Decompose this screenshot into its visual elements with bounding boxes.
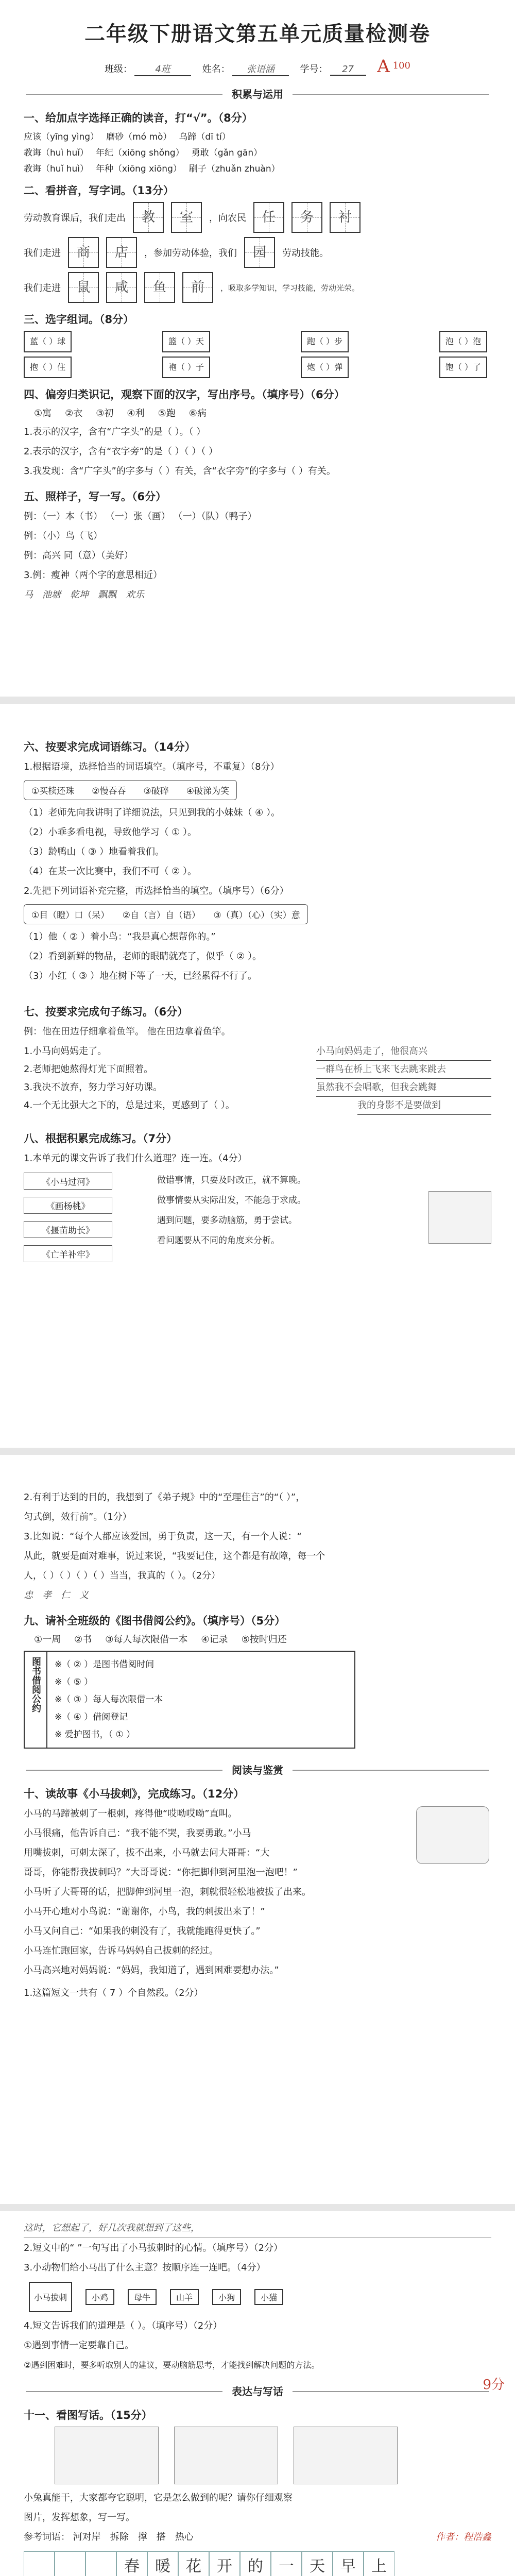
horse-illustration <box>416 1806 489 1864</box>
char-box[interactable]: 教 <box>133 202 164 233</box>
question-5-title: 五、照样子，写一写。（6分） <box>24 490 167 503</box>
grid-cell[interactable]: 的 <box>240 2551 271 2576</box>
author-note: 作者：程浩鑫 <box>436 2532 491 2543</box>
question-8-sub-1: 1.本单元的课文告诉了我们什么道理？连一连。（4分） <box>24 1153 247 1164</box>
question-1-row-1: 应该（yīng yìng） 磨砂（mó mò） 乌蹄（dī tí） <box>24 132 231 142</box>
char-box[interactable]: 室 <box>171 202 202 233</box>
story-paragraph: 小马高兴地对妈妈说：“妈妈，我知道了，遇到困难要想办法。” <box>24 1965 279 1976</box>
question-4-line-3: 3.我发现：含“广字头”的字多与（ ）有关，含“衣字旁”的字多与（ ）有关。 <box>24 466 336 477</box>
story-paragraph: 小马听了大哥哥的话，把脚伸到河里一泡，刺就很轻松地被拔了出来。 <box>24 1887 311 1897</box>
writing-pictures <box>55 2427 491 2484</box>
question-7-row-2: 2.老师把她熬得灯光下面照着。 一群鸟在桥上飞来飞去跳来跳去 <box>24 1061 491 1079</box>
char-box[interactable]: 衬 <box>330 202 360 233</box>
grid-cell[interactable] <box>24 2551 55 2576</box>
animal-node[interactable]: 小狗 <box>212 2289 241 2305</box>
question-7-example: 例：他在田边仔细拿着鱼竿。 他在田边拿着鱼竿。 <box>24 1026 231 1037</box>
question-4-line-2: 2.表示的汉字，含有“衣字旁”的是（ ）（ ）（ ） <box>24 446 218 457</box>
writing-prompt-2: 图片，发挥想象，写一写。 <box>24 2512 135 2523</box>
question-7-title: 七、按要求完成句子练习。（6分） <box>24 1006 188 1018</box>
question-10-option-a: ①遇到事情一定要靠自己。 <box>24 2340 134 2351</box>
animal-node[interactable]: 小猫 <box>254 2289 283 2305</box>
grid-cell[interactable] <box>85 2551 116 2576</box>
char-box[interactable]: 店 <box>106 237 137 268</box>
name-value: 张语涵 <box>232 62 289 76</box>
char-box[interactable]: 咸 <box>106 272 137 303</box>
notice-title: 图书借阅公约 <box>25 1652 47 1748</box>
animal-node[interactable]: 母牛 <box>128 2289 157 2305</box>
question-4-chars: ①寓 ②衣 ③初 ④利 ⑤跑 ⑥病 <box>34 408 207 419</box>
grid-cell[interactable]: 上 <box>364 2551 394 2576</box>
char-box[interactable]: 鼠 <box>68 272 99 303</box>
question-9-title: 九、请补全班级的《图书借阅公约》。（填序号）（5分） <box>24 1615 286 1627</box>
picture-panel-3 <box>294 2427 398 2484</box>
char-box[interactable]: 务 <box>291 202 322 233</box>
grade-mark: A <box>377 56 390 77</box>
question-2-line-1: 劳动教育课后，我们走出 教 室 ，向农民 任 务 衬 <box>24 202 491 233</box>
grid-cell[interactable] <box>55 2551 85 2576</box>
question-5-example-4: 3.例：瘦神（两个字的意思相近） <box>24 570 163 581</box>
section-banner-reading: 阅读与鉴赏 <box>26 1762 489 1777</box>
question-5-answers: 马 池塘 乾坤 飘飘 欢乐 <box>24 589 144 600</box>
question-8-answers: 忠 孝 仁 义 <box>24 1590 89 1601</box>
question-6-line-7: （3）小红（ ③ ）地在树下等了一天，已经累得不行了。 <box>24 971 258 981</box>
match-book[interactable]: 《小马过河》 <box>24 1173 112 1190</box>
question-10-sub-1: 1.这篇短文一共有（ 7 ）个自然段。（2分） <box>24 1988 203 1998</box>
library-notice <box>24 1651 355 1749</box>
question-8-matching <box>24 1173 491 1262</box>
sheet-4 <box>0 2212 515 2576</box>
char-box[interactable]: 前 <box>182 272 213 303</box>
writing-prompt-1: 小兔真能干，大家都夸它聪明，它是怎么做到的呢？请你仔细观察 <box>24 2493 293 2503</box>
question-1-row-3: 教诲（huǐ huì） 年种（xiōng xiōng） 刷子（zhuǎn zhuàn） <box>24 164 280 174</box>
question-4-title: 四、偏旁归类识记，观察下面的汉字，写出序号。（填序号）（6分） <box>24 388 345 401</box>
story-paragraph: 小马开心地对小鸟说：“谢谢你，小鸟，我的刺拔出来了！” <box>24 1906 265 1917</box>
grid-cell[interactable]: 开 <box>209 2551 240 2576</box>
question-6-line-6: （2）看到新鲜的物品，老师的眼睛就亮了，似乎（ ② ）。 <box>24 951 262 962</box>
match-book[interactable]: 《画杨桃》 <box>24 1197 112 1214</box>
question-3-row-2: 抱（ ）住 袍（ ）子 炮（ ）弹 饱（ ）了 <box>24 357 491 378</box>
grid-cell[interactable]: 天 <box>302 2551 333 2576</box>
page-title: 二年级下册语文第五单元质量检测卷 <box>84 22 431 46</box>
grid-cell[interactable]: 一 <box>271 2551 302 2576</box>
char-box[interactable]: 鱼 <box>144 272 175 303</box>
match-book[interactable]: 《揠苗助长》 <box>24 1221 112 1238</box>
question-2-line-2: 我们走进 商 店 ，参加劳动体验，我们 园 劳动技能。 <box>24 237 491 268</box>
page-separator <box>0 1448 515 1455</box>
question-7-row-1: 1.小马向妈妈走了。 小马向妈妈走了，他很高兴 <box>24 1043 491 1061</box>
section-score-mark: 9分 <box>483 2377 505 2393</box>
name-label: 姓名： <box>202 64 230 75</box>
page-separator <box>0 2204 515 2211</box>
sheet-1 <box>0 0 515 696</box>
question-1-row-2: 教诲（huì huǐ） 年纪（xiōng shǒng） 勇敢（gǎn gān） <box>24 148 263 158</box>
story-paragraph: 小马很痛，他告诉自己：“我不能不哭，我要勇敢。”小马 <box>24 1828 251 1839</box>
question-9-options: ①一周 ②书 ③每人每次限借一本 ④记录 ⑤按时归还 <box>34 1634 287 1645</box>
grid-cell[interactable]: 春 <box>116 2551 147 2576</box>
question-5-example-3: 例：高兴 同（意）（美好） <box>24 550 133 561</box>
reference-words: 参考词语： 河对岸 拆除 撑 搭 热心 作者：程浩鑫 <box>24 2529 491 2546</box>
question-8-title: 八、根据积累完成练习。（7分） <box>24 1132 178 1145</box>
sheet-3 <box>0 1456 515 2203</box>
section-banner-writing: 表达与写话 <box>26 2383 489 2399</box>
question-6-word-box: ①目（瞪）口（呆） ②自（言）自（语） ③（真）（心）（实）意 <box>24 904 308 924</box>
question-10-sub-2: 2.短文中的“ ”一句写出了小马拔刺时的心情。（填序号）（2分） <box>24 2243 283 2253</box>
story-paragraph: 小马又问自己：“如果我的刺没有了，我就能跑得更快了。” <box>24 1926 261 1937</box>
char-box[interactable]: 园 <box>244 237 275 268</box>
grid-cell[interactable]: 暖 <box>147 2551 178 2576</box>
match-left-column <box>24 1173 112 1262</box>
animal-node[interactable]: 山羊 <box>170 2289 199 2305</box>
id-label: 学号： <box>300 64 328 75</box>
question-10-sub-4: 4.短文告诉我们的道理是（ ）。（填序号）（2分） <box>24 2320 222 2331</box>
question-10-option-b: ②遇到困难时，要多听取别人的建议，要动脑筋思考，才能找到解决问题的方法。 <box>24 2360 320 2370</box>
question-4-line-1: 1.表示的汉字，含有“广字头”的是（ ）。（ ） <box>24 427 206 437</box>
question-2-line-3: 我们走进 鼠 咸 鱼 前 ，吸取多学知识，学习技能，劳动光荣。 <box>24 272 491 303</box>
match-meaning[interactable]: 遇到问题，要多动脑筋，勇于尝试。 <box>157 1215 297 1226</box>
page-separator <box>0 697 515 704</box>
match-meaning[interactable]: 看问题要从不同的角度来分析。 <box>157 1235 280 1246</box>
grid-cell[interactable]: 花 <box>178 2551 209 2576</box>
question-8-line-3: 3.比如说：“每个人都应该爱国，勇于负责，这一天，有一个人说：“ <box>24 1531 302 1542</box>
question-3-row-1: 蓝（ ）球 篮（ ）天 跑（ ）步 泡（ ）泡 <box>24 331 491 352</box>
question-6-line-1: （1）老师先向我讲明了详细说法，只见到我的小妹妹（ ④ ）。 <box>24 807 281 818</box>
animal-sequence <box>29 2282 491 2312</box>
section-banner-accumulation: 积累与运用 <box>26 86 489 101</box>
char-box[interactable]: 商 <box>68 237 99 268</box>
question-6-line-5: （1）他（ ② ）着小鸟：“我是真心想帮你的。” <box>24 931 216 942</box>
story-paragraph: 哥哥，你能帮我拔刺吗？”大哥哥说：“你把脚伸到河里泡一泡吧！” <box>24 1867 298 1878</box>
picture-panel-2 <box>174 2427 278 2484</box>
notice-items: ※（ ② ）是图书借阅时间 ※（ ⑤ ） ※（ ③ ）每人每次限借一本 ※（ ④ ）借阅登记 ※ 爱护图书，（ ① ） <box>55 1659 163 1740</box>
question-6-sub-2: 2.先把下列词语补充完整，再选择恰当的填空。（填序号）（6分） <box>24 886 289 896</box>
class-label: 班级： <box>105 64 133 75</box>
question-8-line-3b: 从此，就要是面对难事，说过来说，“我要记住，这个都是有故障，每一个 <box>24 1551 325 1562</box>
question-3-title: 三、选字组词。（8分） <box>24 313 134 326</box>
char-box[interactable]: 任 <box>253 202 284 233</box>
student-info <box>0 56 515 77</box>
match-meaning[interactable]: 做事情要从实际出发，不能急于求成。 <box>157 1195 306 1206</box>
story-paragraph: 小马连忙跑回家，告诉马妈妈自己拔刺的经过。 <box>24 1945 218 1956</box>
picture-panel-1 <box>55 2427 159 2484</box>
class-value: 4班 <box>134 62 191 76</box>
id-value: 27 <box>330 64 366 76</box>
question-6-option-box: ①买椟还珠 ②慢吞吞 ③破碎 ④破涕为笑 <box>24 780 237 800</box>
question-5-example-2: 例：（小）鸟（飞） <box>24 531 102 541</box>
question-6-line-3: （3）龄鸭山（ ③ ）地看着我们。 <box>24 846 165 857</box>
question-6-sub-1: 1.根据语境，选择恰当的词语填空。（填序号，不重复）（8分） <box>24 761 280 772</box>
question-7-row-4: 4.一个无比强大之下的，总是过来，更感到了（ ）。 我的身影不是要做到 <box>24 1097 491 1115</box>
question-6-title: 六、按要求完成词语练习。（14分） <box>24 741 196 753</box>
story-paragraph: 小马的马蹄被刺了一根刺，疼得他“哎呦哎呦”直叫。 <box>24 1808 237 1819</box>
handwritten-answer: 这时，它想起了，好几次我就想到了这些， <box>24 2219 491 2238</box>
match-book[interactable]: 《亡羊补牢》 <box>24 1245 112 1262</box>
question-2-title: 二、看拼音，写字词。（13分） <box>24 184 174 197</box>
writing-grid[interactable] <box>24 2551 515 2576</box>
score-mark: 100 <box>392 60 410 71</box>
question-11-title: 十一、看图写话。（15分） <box>24 2409 152 2421</box>
grid-cell[interactable]: 早 <box>333 2551 364 2576</box>
question-8-line-2: 2.有利于达到的目的，我想到了《弟子规》中的“至理佳言”的“（ ）”， <box>24 1492 305 1503</box>
question-8-line-3c: 人，（ ）（ ）（ ）（ ）当当，我真的（ ）。（2分） <box>24 1570 221 1581</box>
question-7-row-3: 3.我决不放弃，努力学习好功课。 虽然我不会唱歌，但我会跳舞 <box>24 1079 491 1097</box>
question-8-line-2b: 匀式倒，效行前”。（1分） <box>24 1512 132 1522</box>
question-10-sub-3: 3.小动物们给小马出了什么主意？按顺序连一连吧。（4分） <box>24 2262 266 2273</box>
question-6-line-2: （2）小乖多看电视，导致他学习（ ① ）。 <box>24 827 197 838</box>
match-right-column <box>157 1173 384 1262</box>
student-reading-illustration <box>428 1191 491 1244</box>
question-5-example-1: 例：（一）本（书） （一）张（画） （一）（队）（鸭子） <box>24 511 257 522</box>
animal-node[interactable]: 小鸡 <box>85 2289 114 2305</box>
question-1-title: 一、给加点字选择正确的读音，打“√”。（8分） <box>24 112 253 124</box>
sheet-2 <box>0 705 515 1447</box>
question-10-title: 十、读故事《小马拔刺》，完成练习。（12分） <box>24 1788 245 1800</box>
story-paragraph: 用嘴拔刺，可刺太深了，拔不出来，小马就去问大哥哥：“大 <box>24 1848 270 1858</box>
question-6-line-4: （4）在某一次比赛中，我们不可（ ② ）。 <box>24 866 197 877</box>
match-meaning[interactable]: 做错事情，只要及时改正，就不算晚。 <box>157 1175 306 1185</box>
center-node: 小马拔刺 <box>29 2282 72 2312</box>
